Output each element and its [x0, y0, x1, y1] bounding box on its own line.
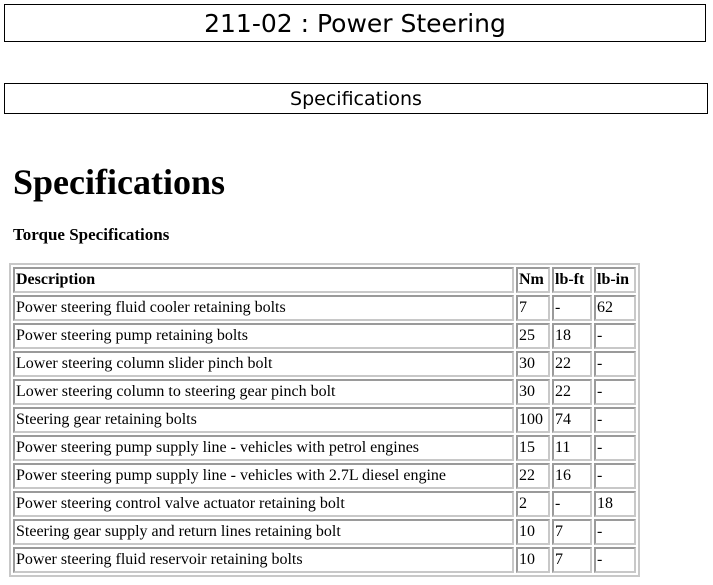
- cell-lb-in: -: [594, 547, 636, 573]
- cell-lb-ft: -: [552, 295, 592, 321]
- cell-description: Power steering fluid reservoir retaining bolts: [13, 547, 514, 573]
- cell-description: Lower steering column slider pinch bolt: [13, 351, 514, 377]
- cell-lb-in: -: [594, 379, 636, 405]
- cell-lb-ft: -: [552, 491, 592, 517]
- cell-lb-in: -: [594, 463, 636, 489]
- cell-nm: 15: [516, 435, 550, 461]
- cell-lb-ft: 74: [552, 407, 592, 433]
- cell-nm: 10: [516, 519, 550, 545]
- page-heading: Specifications: [13, 162, 225, 202]
- document-title: 211-02 : Power Steering: [204, 8, 506, 38]
- cell-lb-ft: 7: [552, 519, 592, 545]
- torque-spec-table: [9, 263, 640, 577]
- table-row: [13, 547, 636, 573]
- cell-lb-in: -: [594, 323, 636, 349]
- cell-lb-in: -: [594, 351, 636, 377]
- cell-nm: 22: [516, 463, 550, 489]
- cell-lb-ft: 22: [552, 351, 592, 377]
- table-header-row: [13, 267, 636, 293]
- column-header-nm: Nm: [516, 267, 550, 293]
- cell-lb-ft: 22: [552, 379, 592, 405]
- cell-description: Power steering fluid cooler retaining bolts: [13, 295, 514, 321]
- torque-spec-heading: Torque Specifications: [13, 225, 170, 244]
- cell-lb-in: 18: [594, 491, 636, 517]
- cell-nm: 100: [516, 407, 550, 433]
- cell-lb-ft: 7: [552, 547, 592, 573]
- cell-lb-ft: 18: [552, 323, 592, 349]
- table-row: [13, 463, 636, 489]
- cell-nm: 2: [516, 491, 550, 517]
- cell-nm: 7: [516, 295, 550, 321]
- cell-description: Steering gear retaining bolts: [13, 407, 514, 433]
- table-row: [13, 323, 636, 349]
- cell-lb-ft: 11: [552, 435, 592, 461]
- cell-description: Power steering pump retaining bolts: [13, 323, 514, 349]
- cell-lb-in: 62: [594, 295, 636, 321]
- cell-description: Lower steering column to steering gear pinch bolt: [13, 379, 514, 405]
- cell-description: Power steering pump supply line - vehicles with petrol engines: [13, 435, 514, 461]
- table-row: [13, 379, 636, 405]
- cell-lb-in: -: [594, 519, 636, 545]
- table-row: [13, 519, 636, 545]
- cell-description: Power steering pump supply line - vehicles with 2.7L diesel engine: [13, 463, 514, 489]
- section-title-box: [4, 83, 708, 114]
- cell-nm: 25: [516, 323, 550, 349]
- cell-description: Steering gear supply and return lines retaining bolt: [13, 519, 514, 545]
- column-header-lb-ft: lb-ft: [552, 267, 592, 293]
- cell-lb-in: -: [594, 407, 636, 433]
- cell-nm: 30: [516, 351, 550, 377]
- document-title-box: [4, 4, 706, 42]
- cell-lb-ft: 16: [552, 463, 592, 489]
- cell-nm: 30: [516, 379, 550, 405]
- cell-description: Power steering control valve actuator retaining bolt: [13, 491, 514, 517]
- table-row: [13, 491, 636, 517]
- table-row: [13, 351, 636, 377]
- column-header-lb-in: lb-in: [594, 267, 636, 293]
- table-row: [13, 407, 636, 433]
- cell-lb-in: -: [594, 435, 636, 461]
- section-title: Specifications: [290, 87, 422, 110]
- table-row: [13, 435, 636, 461]
- column-header-description: Description: [13, 267, 514, 293]
- cell-nm: 10: [516, 547, 550, 573]
- table-row: [13, 295, 636, 321]
